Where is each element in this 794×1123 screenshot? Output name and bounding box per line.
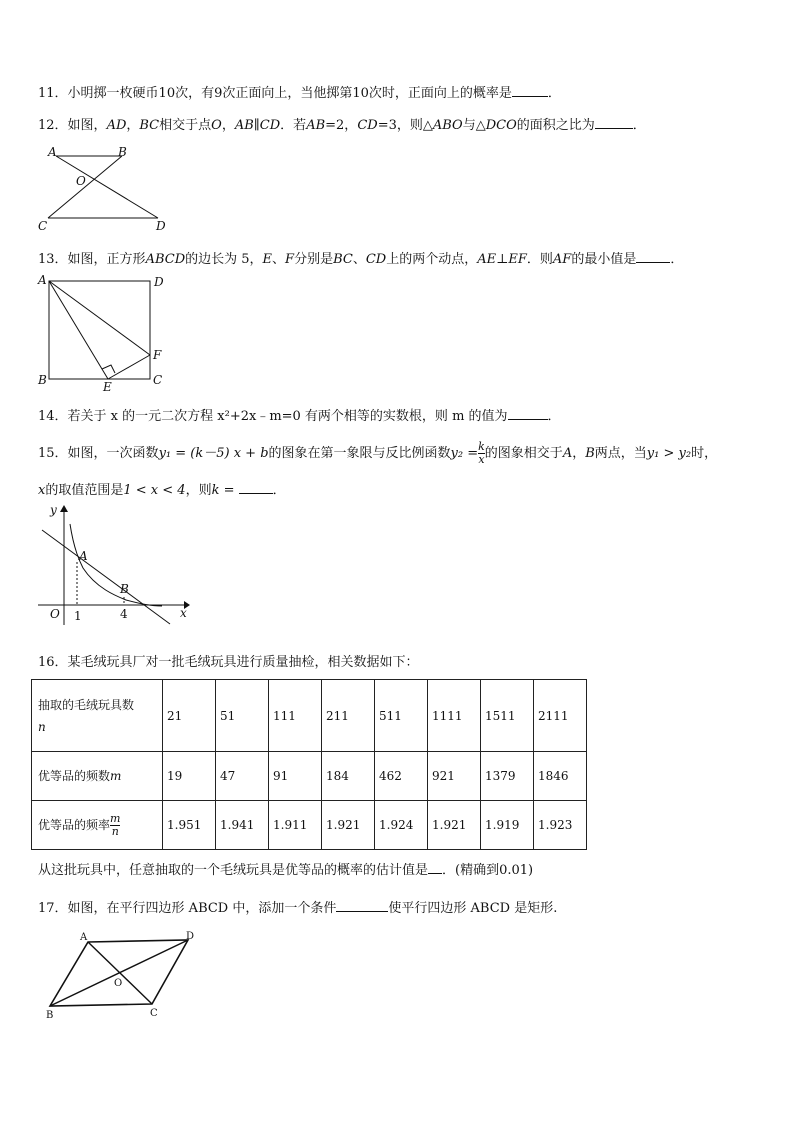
q13-text: 的最小值是 [571, 252, 637, 267]
cell-m: 19 [163, 752, 216, 801]
label-E: E [103, 380, 112, 392]
q16-text: 某毛绒玩具厂对一批毛绒玩具进行质量抽检，相关数据如下： [67, 655, 419, 670]
cell-m: 1846 [534, 752, 587, 801]
label-C: C [150, 1008, 158, 1019]
q17-figure [40, 928, 200, 1022]
q13-var: CD [365, 252, 387, 267]
q11-number: 11． [38, 86, 68, 101]
q14-number: 14． [38, 409, 68, 424]
row-label: 抽取的毛绒玩具数 [38, 697, 135, 712]
cell-m: 462 [375, 752, 428, 801]
q13-text: 的边长为 5， [185, 252, 263, 267]
q15-text: 如图，一次函数 [67, 446, 159, 461]
q17-number: 17． [38, 901, 68, 916]
row-header-frequency [32, 801, 163, 850]
cell-n: 1111 [428, 680, 481, 752]
q12-text: ， [221, 118, 235, 133]
q12-figure [36, 142, 176, 234]
q15-var: B [585, 446, 595, 461]
q12-var: AB∥CD [234, 118, 281, 133]
q15-end: ． [272, 483, 286, 498]
row-label-var: n [38, 719, 46, 734]
cell-frequency: 1.921 [428, 801, 481, 850]
q12-text: 的面积之比为 [516, 118, 595, 133]
q15-figure [36, 500, 192, 628]
frequency-table [31, 679, 587, 850]
label-D: D [154, 275, 164, 289]
q12-var: DCO [485, 118, 517, 133]
q11-answer-blank[interactable] [512, 83, 548, 97]
q13-text: ．则 [526, 252, 553, 267]
q13-answer-blank[interactable] [636, 249, 670, 263]
q16-number: 16． [38, 655, 68, 670]
q16-precision: 0.01 [499, 863, 529, 878]
q13-var: AF [552, 252, 572, 267]
cell-frequency: 1.921 [322, 801, 375, 850]
q15-linear-function: y₁ = (k－5) x + b [158, 446, 269, 461]
q12-answer-blank[interactable] [595, 115, 633, 129]
q13-figure [34, 272, 174, 392]
cell-frequency: 1.951 [163, 801, 216, 850]
cell-n: 51 [216, 680, 269, 752]
q15-var: A [562, 446, 573, 461]
q12-end: ． [632, 118, 646, 133]
table-row-n [32, 680, 587, 752]
cell-m: 1379 [481, 752, 534, 801]
question-16-followup [38, 860, 533, 880]
frac-den: x [478, 453, 485, 466]
q12-var: O [211, 118, 222, 133]
q12-text: ， [126, 118, 140, 133]
q11-end: ． [547, 86, 561, 101]
q12-var: BC [139, 118, 160, 133]
question-14 [38, 406, 561, 426]
cell-m: 47 [216, 752, 269, 801]
q12-text: 与△ [462, 118, 486, 133]
q15-answer-blank[interactable] [239, 480, 273, 494]
q14-end: ． [547, 409, 561, 424]
label-O: O [114, 978, 123, 989]
q15-text: 时， [691, 446, 718, 461]
q12-text: 如图， [67, 118, 107, 133]
q15-text: 的取值范围是 [45, 483, 124, 498]
q12-var: ABO [432, 118, 463, 133]
cell-frequency: 1.919 [481, 801, 534, 850]
q13-var: E [262, 252, 273, 267]
label-B: B [120, 582, 129, 596]
question-12 [38, 115, 646, 135]
q12-var: AB [306, 118, 326, 133]
q12-number: 12． [38, 118, 68, 133]
table-row-frequency [32, 801, 587, 850]
q15-text: 两点，当 [594, 446, 647, 461]
q15-inverse-function: y₂ = [450, 446, 479, 461]
question-17 [38, 898, 557, 918]
row-label: 优等品的频率 [38, 817, 111, 832]
q12-text: =3，则△ [377, 118, 433, 133]
cell-m: 184 [322, 752, 375, 801]
q16-answer-blank[interactable] [428, 860, 442, 874]
row-label-var: m [110, 769, 122, 783]
q13-var: F [285, 252, 295, 267]
q16-close-paren: ) [528, 863, 534, 878]
q15-text: ，则 [185, 483, 212, 498]
cell-m: 921 [428, 752, 481, 801]
row-header-n [32, 680, 163, 752]
row-label: 优等品的频数 [38, 769, 111, 783]
label-B: B [46, 1010, 54, 1021]
label-x: x [180, 606, 187, 620]
cell-frequency: 1.924 [375, 801, 428, 850]
cell-n: 211 [322, 680, 375, 752]
q13-text: 如图，正方形 [67, 252, 146, 267]
label-B: B [118, 145, 127, 159]
tick-1: 1 [74, 609, 82, 623]
cell-m: 91 [269, 752, 322, 801]
q13-text: 上的两个动点， [386, 252, 478, 267]
question-13 [38, 249, 683, 269]
q17-answer-blank[interactable] [336, 898, 388, 912]
label-F: F [153, 348, 162, 362]
q13-text: 、 [272, 252, 286, 267]
q13-number: 13． [38, 252, 68, 267]
cell-n: 111 [269, 680, 322, 752]
tick-4: 4 [120, 607, 128, 621]
q15-text: ， [572, 446, 586, 461]
label-C: C [38, 219, 48, 233]
question-15-line-1 [38, 441, 717, 466]
label-A: A [80, 932, 88, 943]
q12-text: =2， [325, 118, 358, 133]
q15-fraction [478, 441, 485, 466]
cell-n: 1511 [481, 680, 534, 752]
frac-den: n [111, 824, 119, 838]
row-header-m [32, 752, 163, 801]
cell-frequency: 1.923 [534, 801, 587, 850]
q11-text: 小明掷一枚硬币10次，有9次正面向上，当他掷第10次时，正面向上的概率是 [67, 86, 512, 101]
q17-text: 使平行四边形 ABCD 是矩形. [388, 901, 558, 916]
label-O: O [76, 174, 86, 188]
q13-end: ． [670, 252, 684, 267]
q13-text: 分别是 [294, 252, 334, 267]
cell-n: 21 [163, 680, 216, 752]
label-B: B [38, 373, 47, 387]
q16-followup-text: ．(精确到 [442, 863, 500, 878]
cell-frequency: 1.941 [216, 801, 269, 850]
q13-var: ABCD [145, 252, 186, 267]
q15-var: x [38, 483, 46, 498]
q13-var: BC [333, 252, 353, 267]
q16-followup-text: 从这批玩具中，任意抽取的一个毛绒玩具是优等品的概率的估计值是 [38, 863, 429, 878]
q13-var: AE⊥EF [477, 252, 527, 267]
q14-answer-blank[interactable] [508, 406, 548, 420]
q15-text: 的图象在第一象限与反比例函数 [268, 446, 451, 461]
label-A: A [38, 273, 47, 287]
q15-text: 的图象相交于 [484, 446, 563, 461]
q12-text: ．若 [280, 118, 307, 133]
label-y: y [50, 503, 57, 517]
q12-text: 相交于点 [159, 118, 212, 133]
label-C: C [153, 373, 163, 387]
label-A: A [79, 549, 88, 563]
q15-number: 15． [38, 446, 68, 461]
label-D: D [186, 931, 195, 942]
q12-var: AD [106, 118, 127, 133]
table-row-m [32, 752, 587, 801]
q15-range: 1 < x < 4 [123, 483, 186, 498]
q17-text: 如图，在平行四边形 ABCD 中，添加一个条件 [67, 901, 337, 916]
cell-frequency: 1.911 [269, 801, 322, 850]
cell-n: 2111 [534, 680, 587, 752]
question-11 [38, 83, 561, 103]
question-16 [38, 654, 419, 672]
label-A: A [48, 145, 57, 159]
label-O: O [50, 607, 60, 621]
label-D: D [156, 219, 166, 233]
q15-k: k = [211, 483, 235, 498]
q12-var: CD [357, 118, 378, 133]
question-15-line-2 [38, 480, 286, 500]
q15-condition: y₁ > y₂ [646, 446, 692, 461]
row-label-fraction [110, 813, 120, 838]
frac-num: k [478, 440, 485, 453]
cell-n: 511 [375, 680, 428, 752]
q13-text: 、 [352, 252, 366, 267]
q14-text: 若关于 x 的一元二次方程 x²+2x﹣m=0 有两个相等的实数根，则 m 的值为 [67, 409, 508, 424]
frac-num: m [110, 811, 121, 825]
